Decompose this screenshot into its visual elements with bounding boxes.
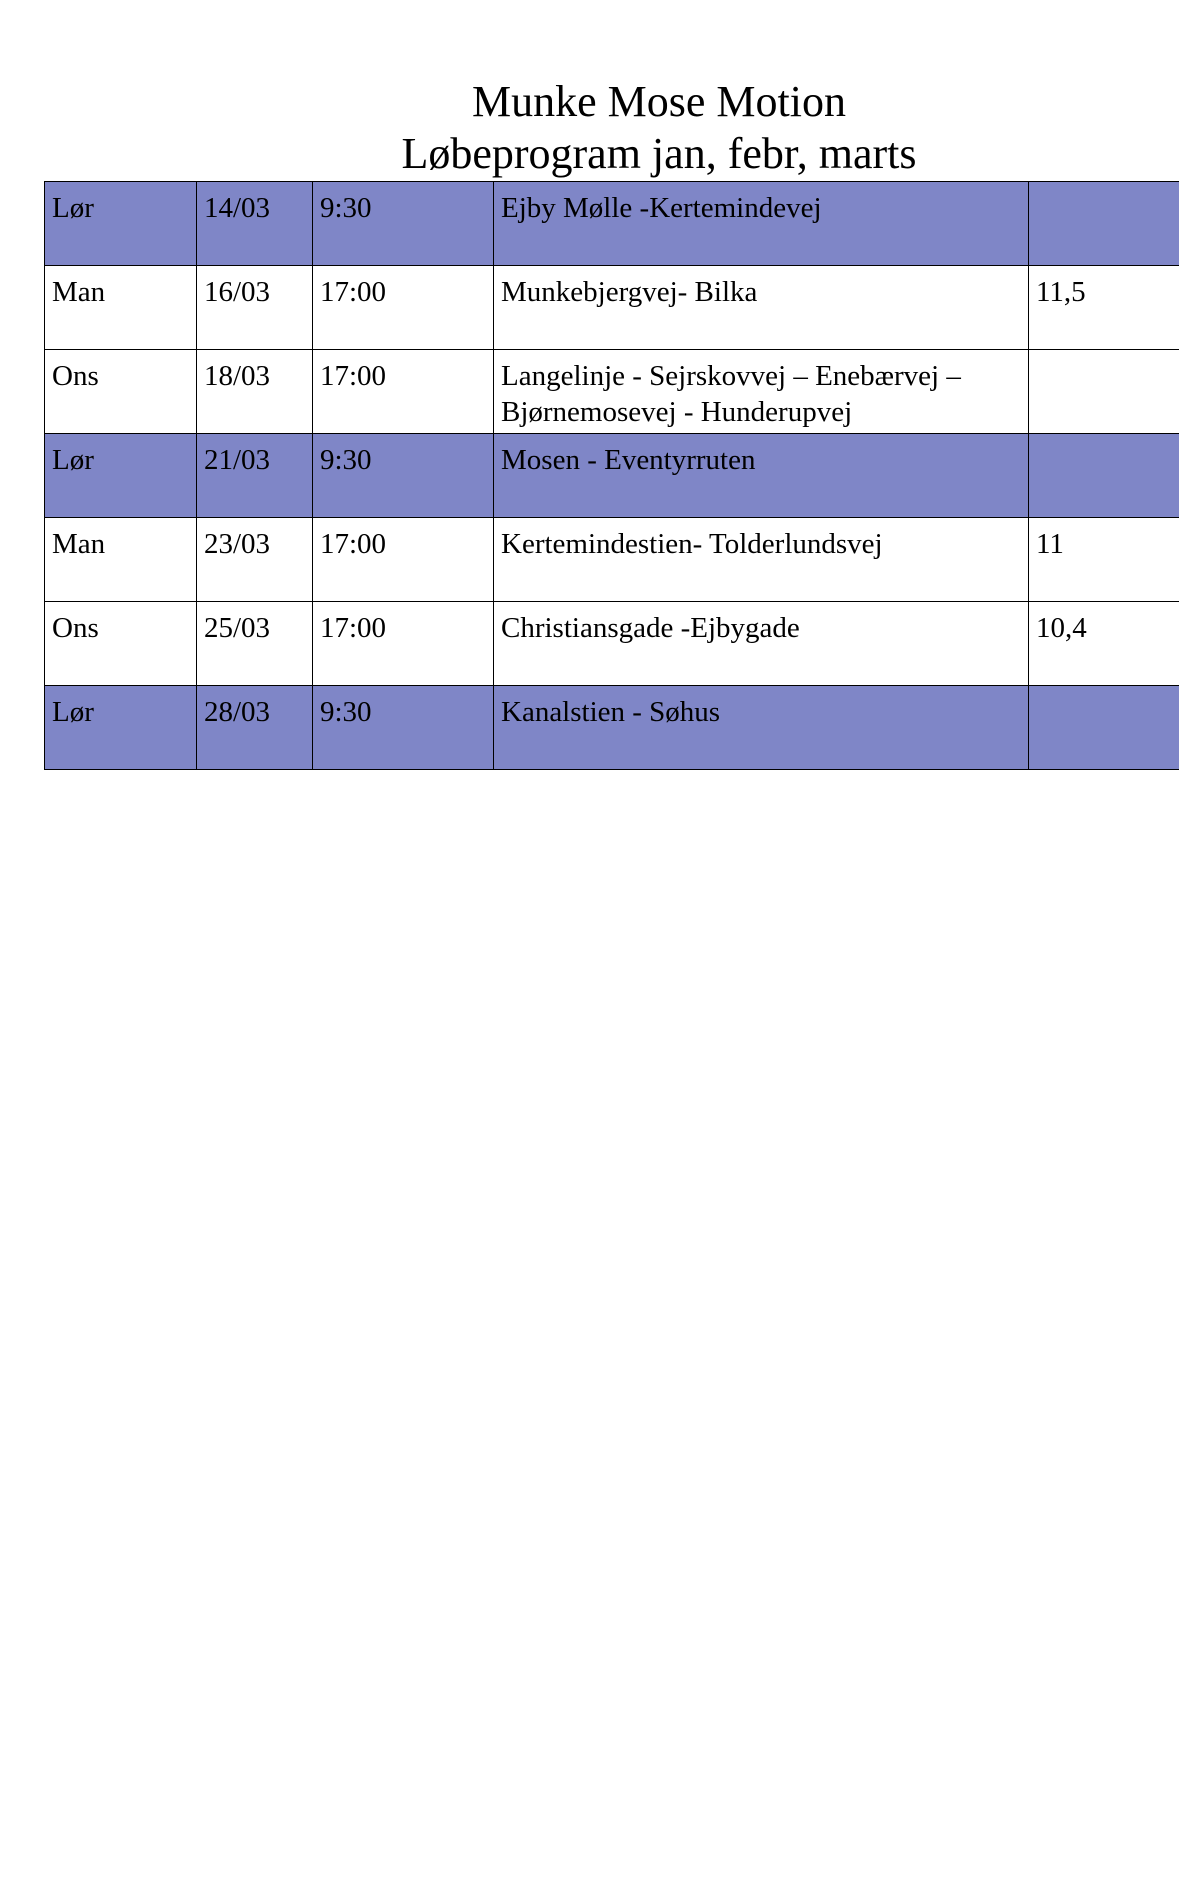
time-cell: 17:00	[313, 602, 494, 686]
time-cell: 17:00	[313, 518, 494, 602]
distance-cell	[1029, 182, 1179, 266]
distance-cell	[1029, 350, 1179, 434]
time-cell: 9:30	[313, 182, 494, 266]
route-cell: Christiansgade -Ejbygade	[494, 602, 1029, 686]
route-cell: Kanalstien - Søhus	[494, 686, 1029, 770]
date-cell: 23/03	[197, 518, 313, 602]
route-cell: Kertemindestien- Tolderlundsvej	[494, 518, 1029, 602]
day-cell: Man	[45, 266, 197, 350]
route-cell: Langelinje - Sejrskovvej – Enebærvej – Bjørnemosevej - Hunderupvej	[494, 350, 1029, 434]
day-cell: Man	[45, 518, 197, 602]
table-row	[45, 434, 1179, 518]
distance-cell: 10,4	[1029, 602, 1179, 686]
time-cell: 9:30	[313, 686, 494, 770]
distance-cell	[1029, 434, 1179, 518]
date-cell: 25/03	[197, 602, 313, 686]
table-row	[45, 266, 1179, 350]
date-cell: 28/03	[197, 686, 313, 770]
route-cell: Munkebjergvej- Bilka	[494, 266, 1029, 350]
route-cell: Mosen - Eventyrruten	[494, 434, 1029, 518]
day-cell: Lør	[45, 434, 197, 518]
route-cell: Ejby Mølle -Kertemindevej	[494, 182, 1029, 266]
table-row	[45, 350, 1179, 434]
document-title: Munke Mose Motion	[472, 77, 846, 126]
day-cell: Ons	[45, 350, 197, 434]
table-row	[45, 602, 1179, 686]
document-header	[0, 76, 1179, 180]
time-cell: 17:00	[313, 350, 494, 434]
distance-cell	[1029, 686, 1179, 770]
distance-cell: 11,5	[1029, 266, 1179, 350]
document-subtitle: Løbeprogram jan, febr, marts	[401, 129, 917, 178]
date-cell: 21/03	[197, 434, 313, 518]
day-cell: Lør	[45, 686, 197, 770]
table-row	[45, 686, 1179, 770]
date-cell: 18/03	[197, 350, 313, 434]
time-cell: 17:00	[313, 266, 494, 350]
date-cell: 16/03	[197, 266, 313, 350]
day-cell: Ons	[45, 602, 197, 686]
time-cell: 9:30	[313, 434, 494, 518]
running-schedule-table	[44, 181, 1179, 770]
table-row	[45, 518, 1179, 602]
day-cell: Lør	[45, 182, 197, 266]
table-row	[45, 182, 1179, 266]
date-cell: 14/03	[197, 182, 313, 266]
distance-cell: 11	[1029, 518, 1179, 602]
